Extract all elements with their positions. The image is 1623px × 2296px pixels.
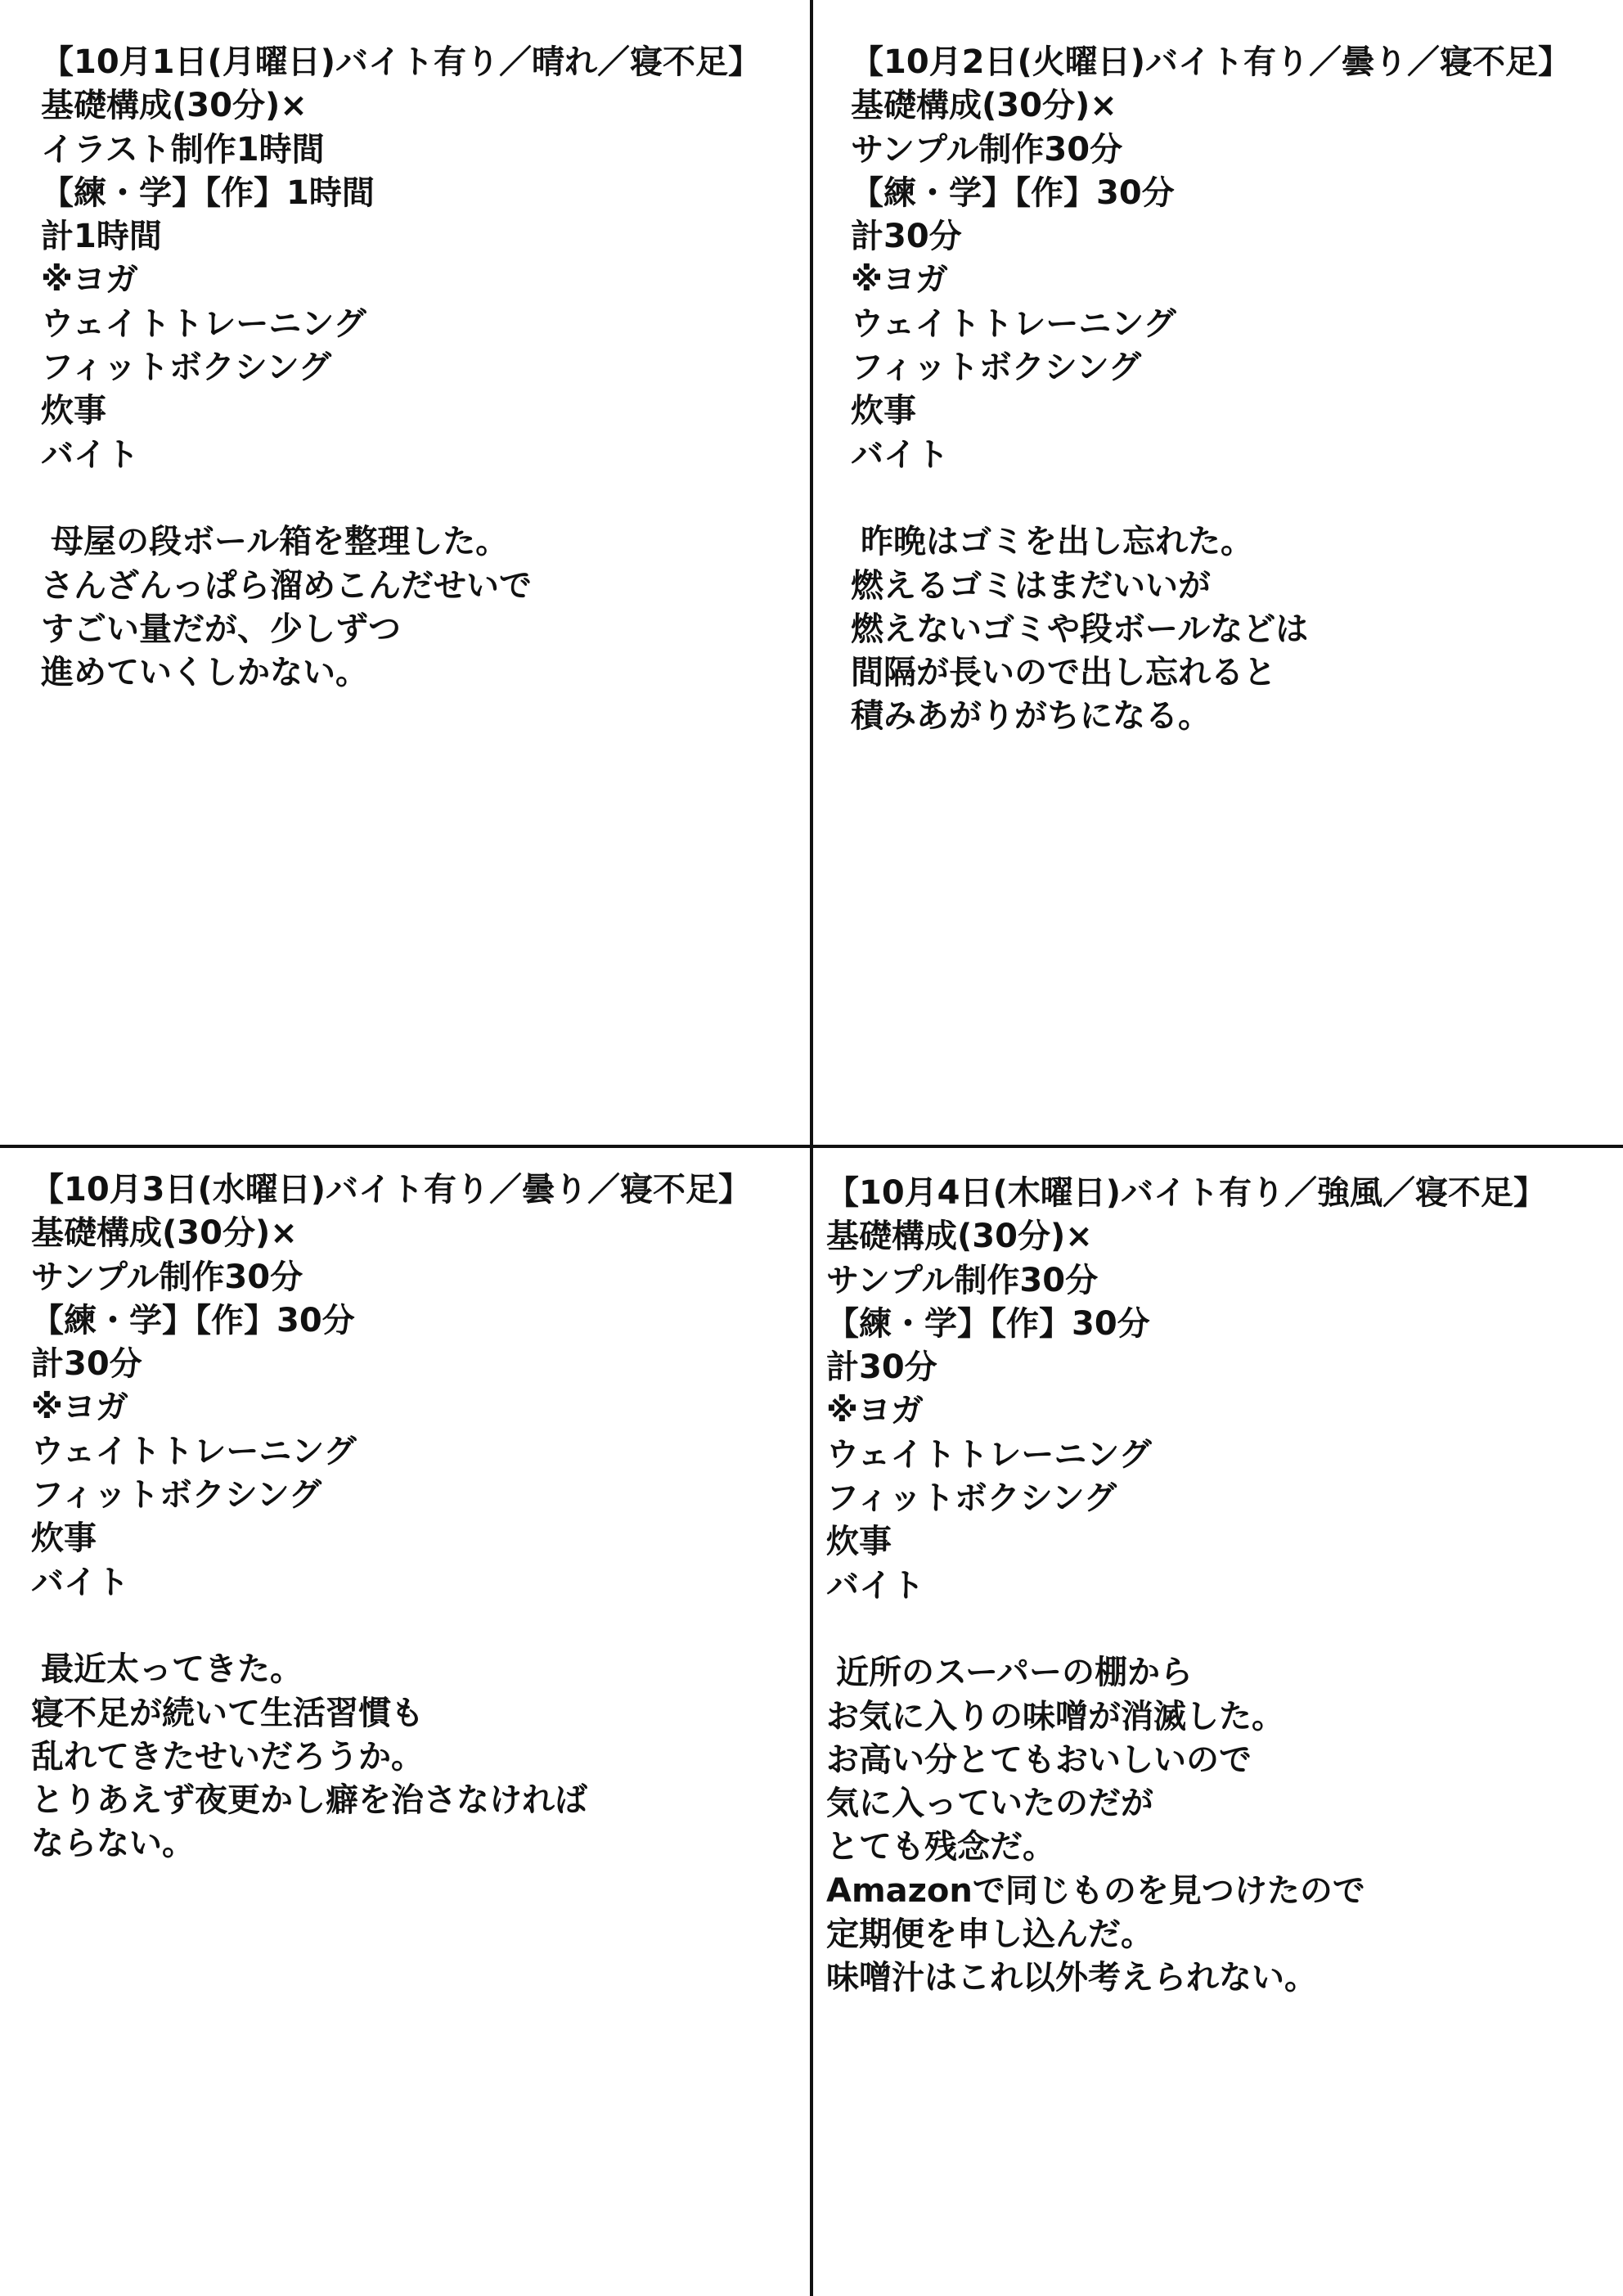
- diary-line: 乱れてきたせいだろうか。: [31, 1737, 424, 1776]
- diary-line: 進めていくしかない。: [41, 654, 368, 692]
- vertical-divider: [810, 0, 813, 2296]
- entry-oct-2: [851, 41, 1620, 739]
- log-line: 基礎構成(30分)×: [826, 1218, 1093, 1256]
- log-line: ※ヨガ: [826, 1392, 924, 1430]
- spacer: [31, 1605, 800, 1648]
- log-line: 基礎構成(30分)×: [31, 1214, 298, 1253]
- diary-line: お気に入りの味噌が消滅した。: [826, 1697, 1284, 1736]
- diary-line: ならない。: [31, 1825, 195, 1863]
- log-line: バイト: [851, 435, 949, 474]
- diary-line: 間隔が長いので出し忘れると: [851, 654, 1276, 692]
- diary-line: 母屋の段ボール箱を整理した。: [51, 523, 509, 561]
- entry-oct-3: [31, 1168, 800, 1866]
- spacer: [826, 1608, 1612, 1651]
- log-line: 【練・学】【作】30分: [826, 1304, 1150, 1343]
- entry-oct-1: [41, 41, 802, 695]
- diary-line: 気に入っていたのだが: [826, 1785, 1153, 1823]
- log-line: ※ヨガ: [851, 261, 948, 299]
- entry-header: 【10月3日(水曜日)バイト有り／曇り／寝不足】: [31, 1171, 752, 1209]
- diary-line: さんざんっぱら溜めこんだせいで: [41, 566, 532, 605]
- log-line: 【練・学】【作】30分: [851, 173, 1175, 212]
- log-line: バイト: [41, 435, 139, 474]
- diary-line: 近所のスーパーの棚から: [836, 1654, 1193, 1692]
- log-line: 【練・学】【作】1時間: [41, 173, 375, 212]
- log-line: ※ヨガ: [31, 1389, 128, 1427]
- diary-line: 燃えるゴミはまだいいが: [851, 566, 1211, 605]
- log-line: イラスト制作1時間: [41, 130, 325, 169]
- diary-line: すごい量だが、少しずつ: [41, 610, 401, 648]
- entry-header: 【10月1日(月曜日)バイト有り／晴れ／寝不足】: [41, 43, 762, 81]
- log-line: ウェイトトレーニング: [826, 1435, 1152, 1474]
- entry-header: 【10月2日(火曜日)バイト有り／曇り／寝不足】: [851, 43, 1571, 81]
- log-line: 炊事: [41, 392, 106, 430]
- log-line: 計30分: [31, 1345, 142, 1384]
- diary-line: 積みあがりがちになる。: [851, 697, 1211, 736]
- log-line: 基礎構成(30分)×: [851, 87, 1117, 125]
- log-line: フィットボクシング: [31, 1476, 321, 1515]
- log-line: ※ヨガ: [41, 261, 138, 299]
- log-line: フィットボクシング: [851, 349, 1141, 387]
- diary-line: 昨晩はゴミを出し忘れた。: [861, 523, 1253, 561]
- spacer: [851, 477, 1620, 520]
- log-line: 計30分: [851, 218, 962, 256]
- log-line: 計30分: [826, 1348, 937, 1387]
- log-line: 炊事: [31, 1519, 97, 1558]
- log-line: ウェイトトレーニング: [851, 304, 1176, 343]
- diary-line: とりあえず夜更かし癖を治さなければ: [31, 1781, 587, 1820]
- log-line: ウェイトトレーニング: [31, 1432, 357, 1470]
- log-line: ウェイトトレーニング: [41, 304, 366, 343]
- entry-oct-4: [826, 1172, 1612, 2001]
- log-line: バイト: [826, 1566, 924, 1605]
- diary-line: お高い分とてもおいしいので: [826, 1740, 1252, 1779]
- log-line: サンプル制作30分: [826, 1261, 1099, 1299]
- log-line: 計1時間: [41, 218, 162, 256]
- log-line: サンプル制作30分: [851, 130, 1123, 169]
- diary-line: とても残念だ。: [826, 1828, 1055, 1866]
- log-line: 【練・学】【作】30分: [31, 1301, 355, 1339]
- diary-line: Amazonで同じものを見つけたので: [826, 1871, 1365, 1910]
- log-line: 基礎構成(30分)×: [41, 87, 308, 125]
- log-line: フィットボクシング: [826, 1479, 1117, 1518]
- log-line: 炊事: [826, 1523, 892, 1561]
- log-line: 炊事: [851, 392, 916, 430]
- log-line: バイト: [31, 1563, 129, 1601]
- log-line: サンプル制作30分: [31, 1258, 303, 1296]
- diary-line: 味噌汁はこれ以外考えられない。: [826, 1959, 1317, 1997]
- diary-line: 最近太ってきた。: [41, 1650, 303, 1689]
- horizontal-divider: [0, 1145, 1623, 1148]
- spacer: [41, 477, 802, 520]
- entry-header: 【10月4日(木曜日)バイト有り／強風／寝不足】: [826, 1174, 1547, 1212]
- diary-line: 定期便を申し込んだ。: [826, 1916, 1153, 1954]
- diary-line: 燃えないゴミや段ボールなどは: [851, 610, 1309, 648]
- diary-line: 寝不足が続いて生活習慣も: [31, 1694, 424, 1732]
- log-line: フィットボクシング: [41, 349, 331, 387]
